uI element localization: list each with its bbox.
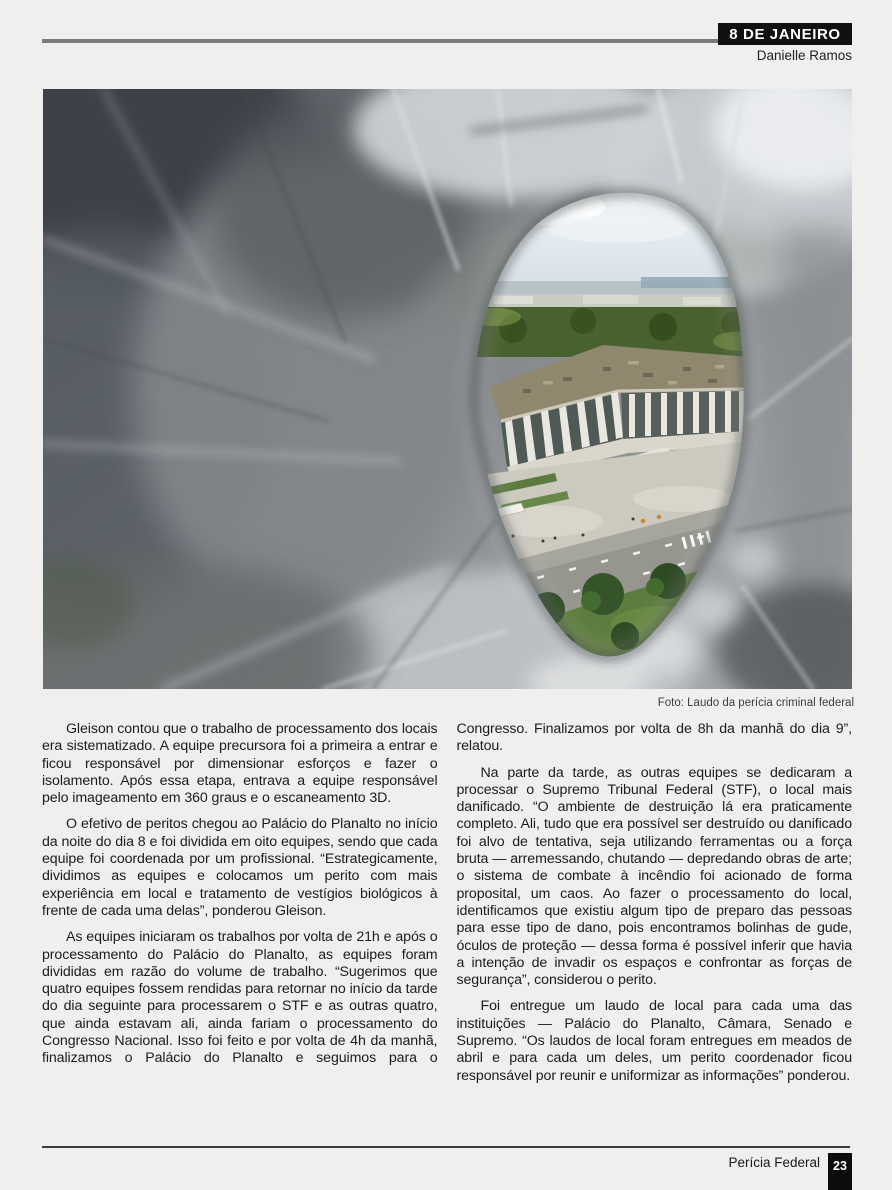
paragraph: Congresso. Finalizamos por volta de 8h da manhã do dia 9”, relatou. — [456, 721, 852, 755]
paragraph: Foi entregue um laudo de local para cada uma das instituições — Palácio do Planalto, Câmara, Senado e Supremo. “Os laudos de local foram entregues em meados de abril e para cada um deles, um perito coordenador ficou responsável por reunir e uniformizar as informações” ponderou. — [456, 998, 852, 1084]
article-column-right — [457, 721, 853, 1094]
magazine-title: Perícia Federal — [728, 1155, 820, 1170]
article-column-left — [42, 721, 438, 1094]
article-photo — [43, 89, 852, 689]
section-label-text: 8 DE JANEIRO — [729, 25, 841, 43]
header-rule — [42, 39, 720, 43]
section-label — [718, 23, 852, 45]
page-number: 23 — [833, 1159, 847, 1173]
paragraph: As equipes iniciaram os trabalhos por volta de 21h e após o processamento do Palácio do Planalto, as equipes foram divididas em razão do volume de trabalho. “Sugerimos que quatro equipes fossem rendidas para retornar no início da tarde do dia seguinte para processarem o STF e as outras quatro, que ainda estavam ali, ainda fariam o processamento do Congresso Nacional. Isso foi feito e por volta de 4h da manhã, finalizamos o Palácio do Planalto e seguimos para o — [42, 929, 438, 1067]
bullet-hole-glass-photo — [43, 89, 852, 689]
paragraph: Na parte da tarde, as outras equipes se dedicaram a processar o Supremo Tribunal Federal (STF), o local mais danificado. “O ambiente de destruição lá era praticamente completo. Ali, tudo que era possível ser destruído ou danificado foi alvo de tentativa, seja utilizando ferramentas ou a força bruta — arremessando, chutando — depredando obras de arte; o sistema de combate à incêndio foi acionado de forma proposital, um caos. Ao fazer o processamento do local, identificamos que existiu algum tipo de preparo das pessoas para esse tipo de dano, pois encontramos bolinhas de gude, óculos de proteção — dessa forma é possível inferir que havia a intenção de invadir os espaços e confrontar as forças de segurança”, considerou o perito. — [456, 764, 852, 989]
footer-rule — [42, 1146, 850, 1148]
photo-credit: Foto: Laudo da perícia criminal federal — [657, 697, 854, 709]
author-byline: Danielle Ramos — [756, 48, 852, 63]
paragraph: O efetivo de peritos chegou ao Palácio do Planalto no início da noite do dia 8 e foi dividida em oito equipes, sendo que cada equipe foi coordenada por um profissional. “Estrategicamente, dividimos as equipes e colocamos um perito com mais experiência em local e tratamento de vestígios biológicos à frente de cada uma delas”, ponderou Gleison. — [42, 816, 438, 919]
article-body — [42, 721, 852, 1094]
paragraph: Gleison contou que o trabalho de processamento dos locais era sistematizado. A equipe precursora foi a primeira a entrar e ficou responsável por dimensionar esforços e fazer o isolamento. Após essa etapa, entrava a equipe responsável pelo imageamento em 360 graus e o escaneamento 3D. — [42, 721, 438, 807]
page-number-box — [828, 1153, 852, 1190]
